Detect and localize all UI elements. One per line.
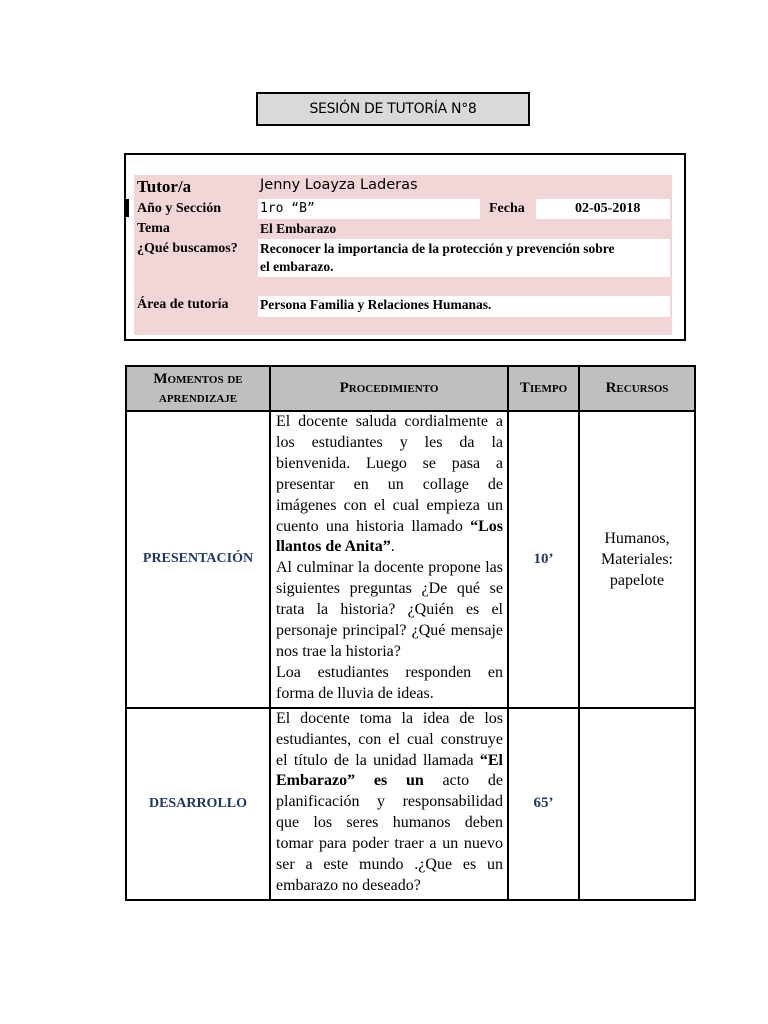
- table-row: [126, 411, 695, 708]
- tema-label: Tema: [137, 221, 170, 236]
- fecha-label: Fecha: [489, 201, 525, 216]
- area-value: Persona Familia y Relaciones Humanas.: [260, 297, 492, 312]
- session-title: SESIÓN DE TUTORÍA N°8: [256, 92, 530, 126]
- header-recursos: Recursos: [579, 366, 695, 411]
- fecha-value: 02-05-2018: [575, 201, 641, 216]
- header-procedimiento: Procedimiento: [270, 366, 508, 411]
- moment-cell: PRESENTACIÓN: [126, 411, 270, 708]
- procedure-text-end: .: [390, 538, 395, 556]
- tutor-value: Jenny Loayza Laderas: [260, 177, 418, 193]
- buscamos-value-line2: el embarazo.: [260, 259, 334, 274]
- buscamos-value-line1: Reconocer la importancia de la protección y prevención sobre: [260, 241, 615, 256]
- procedure-text-end: acto de planificación y responsabilidad que los seres humanos deben tomar para poder traer a un nuevo ser a este mundo .¿Que es un embarazo no deseado?: [276, 772, 503, 894]
- procedure-cell: [270, 708, 508, 900]
- ano-value: 1ro “B”: [260, 201, 315, 216]
- procedure-bold-text: “Los llantos de Anita”: [276, 517, 503, 556]
- procedure-text-2: Al culminar la docente propone las siguientes preguntas ¿De qué se trata la historia? ¿Quién es el personaje principal? ¿Qué mensaje nos trae la historia?: [276, 559, 503, 660]
- procedure-text-3: Loa estudiantes responden en forma de lluvia de ideas.: [276, 663, 503, 702]
- moment-cell: DESARROLLO: [126, 708, 270, 900]
- tema-value: El Embarazo: [260, 221, 337, 236]
- session-info-box: [124, 153, 686, 341]
- row-marker: [126, 199, 129, 217]
- procedure-text: El docente saluda cordialmente a los estudiantes y les da la bienvenida. Luego se pasa a presentar en un collage de imágenes con el cual empieza un cuento una historia llamado: [276, 413, 503, 535]
- time-cell: 10’: [508, 411, 579, 708]
- area-label: Área de tutoría: [137, 297, 229, 312]
- table-row: [126, 708, 695, 900]
- session-table: [125, 365, 696, 901]
- header-momentos: [126, 366, 270, 411]
- header-tiempo: Tiempo: [508, 366, 579, 411]
- resources-line1: Humanos,: [604, 529, 670, 547]
- header-momentos-line2: aprendizaje: [158, 389, 238, 406]
- resources-cell: [579, 708, 695, 900]
- procedure-cell: [270, 411, 508, 708]
- header-momentos-line1: Momentos de: [153, 370, 243, 387]
- ano-label: Año y Sección: [137, 201, 221, 216]
- buscamos-label: ¿Qué buscamos?: [137, 241, 238, 256]
- resources-line3: papelote: [609, 571, 665, 589]
- time-cell: 65’: [508, 708, 579, 900]
- resources-cell: [579, 411, 695, 708]
- procedure-text: El docente toma la idea de los estudiantes, con el cual construye el título de la unidad llamada: [276, 709, 503, 769]
- procedure-bold-text: “El Embarazo” es un: [276, 751, 503, 790]
- resources-line2: Materiales:: [601, 550, 673, 568]
- tutor-label: Tutor/a: [137, 177, 192, 196]
- table-header-row: [126, 366, 695, 411]
